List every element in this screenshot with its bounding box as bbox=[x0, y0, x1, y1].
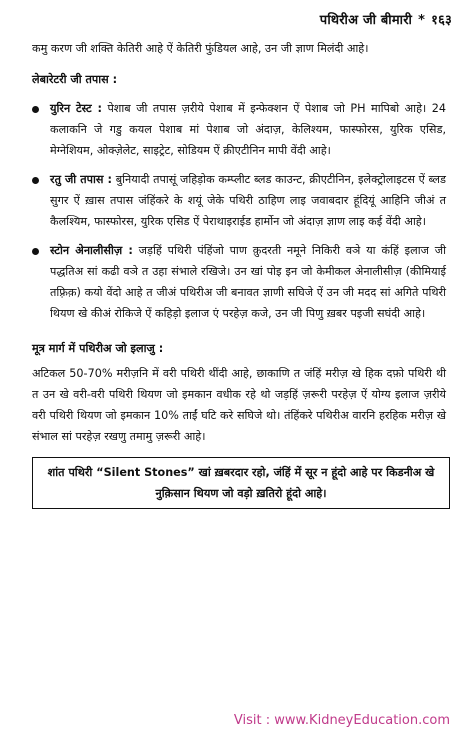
bullet-icon bbox=[32, 106, 39, 113]
lab-tests-heading: लेबारेटरी जी तपास : bbox=[32, 73, 118, 86]
blood-test-term: रतु जी तपास : bbox=[50, 173, 112, 186]
note-prefix: शांत पथिरी bbox=[47, 466, 93, 479]
urine-test-text: पेशाब जी तपास ज़रीये पेशाब में इन्फेक्शन ऐं पेशाब जो PH मापिबो आहे। 24 कलाकनि जे गडु कयल पेशाब मां पेशाब जो अंदाज़, केलिश्यम, फास्फोरस, युरिक एसिड, मेग्नेशियम, ओक्ज़ेलेट, साइट्रेट, सोडियम ऐं क्रीएटीनिन मापी वेंदी आहे। bbox=[50, 102, 446, 157]
stone-analysis-text: जड़हिं पथिरी पंहिंजो पाण क़ुदरती नमूने निकिरी वञे या कंहिं इलाज जी पद्धतिअ सां कढी वञे त उहा संभाले रखिजे। उन खां पोइ इन जो केमीकल अेनालीसीज़ (कीमियाई तफ़्रिक़) कयो वेंदो आहे त जीअं पथिरीअ जी बनावत ज्ञाणी सघिजे ऐं उन जी मदद सां अगिते पथिरी थियण खे कीअं रोकिजे ऐं कहिड़ो इलाज एं परहेज़ कजे, उन जी पिणु ख़बर पइजी सघंदी आहे। bbox=[50, 244, 446, 320]
silent-stones-note bbox=[32, 457, 450, 509]
footer-visit-link[interactable]: Visit : www.KidneyEducation.com bbox=[233, 713, 450, 728]
note-english-term: “Silent Stones” bbox=[96, 466, 195, 479]
blood-test-text: बुनियादी तपासूं जहिड़ोक कम्प्लीट ब्लड काउन्ट, क्रीएटीनिन, इलेक्ट्रोलाइटस ऐं ब्लड सुगर ऐं ख़ास तपास जंहिंकरे के शयूं जेके पथिरी ठाहिण लाइ जवाबदार हूंदियूं आहिनि जीअं त कैलश्यिम, फास्फोरस, युरिक एसिड ऐं पेराथाइराईड हार्मोन जो अंदाज़ ज्ञाण लाइ कई वेंदी आहे। bbox=[50, 173, 446, 228]
treatment-heading: मूत्र मार्ग में पथिरीअ जो इलाजु : bbox=[32, 342, 164, 355]
treatment-paragraph: अटिकल 50-70% मरीज़नि में वरी पथिरी थींदी आहे, छाकाणि त जंहिं मरीज़ खे हिक दफ़ो पथिरी थी त उन खे वरी-वरी पथिरी थियण जो इमकान वधीक रहे थो जड़हिं ज़रूरी परहेज़ ऐं योग्य इलाज ज़रीये वरी पथिरी थियण जो इमकान 10% ताईं घटि करे सघिजे थो। तंहिंकरे पथिरीअ वारनि हरहिक मरीज़ खे संभाल सां परहेज़ रखणु तमामु ज़रूरी आहे। bbox=[32, 367, 446, 443]
bullet-icon bbox=[32, 177, 39, 184]
note-suffix: खां ख़बरदार रहो, जंहिं में सूर न हूंदो आहे पर किडनीअ खे नुक़िसान थियण जो वड़ो ख़तिरो हूंदो आहे। bbox=[155, 466, 435, 500]
urine-test-term: युरिन टेस्ट : bbox=[50, 102, 102, 115]
list-item-blood-test bbox=[32, 169, 446, 232]
page-header bbox=[320, 10, 452, 28]
bullet-icon bbox=[32, 248, 39, 255]
page-content bbox=[32, 38, 446, 509]
intro-paragraph: कमु करण जी शक्ति केतिरी आहे ऐं केतिरी फुंडियल आहे, उन जी ज्ञाण मिलंदी आहे। bbox=[32, 42, 369, 55]
list-item-stone-analysis bbox=[32, 240, 446, 324]
header-star: * bbox=[418, 13, 426, 28]
header-title: पथिरीअ जी बीमारी bbox=[319, 13, 413, 28]
lab-tests-list bbox=[32, 98, 446, 324]
list-item-urine-test bbox=[32, 98, 446, 161]
page-number: १६३ bbox=[431, 13, 452, 28]
stone-analysis-term: स्टोन अेनालीसीज़ : bbox=[50, 244, 133, 257]
